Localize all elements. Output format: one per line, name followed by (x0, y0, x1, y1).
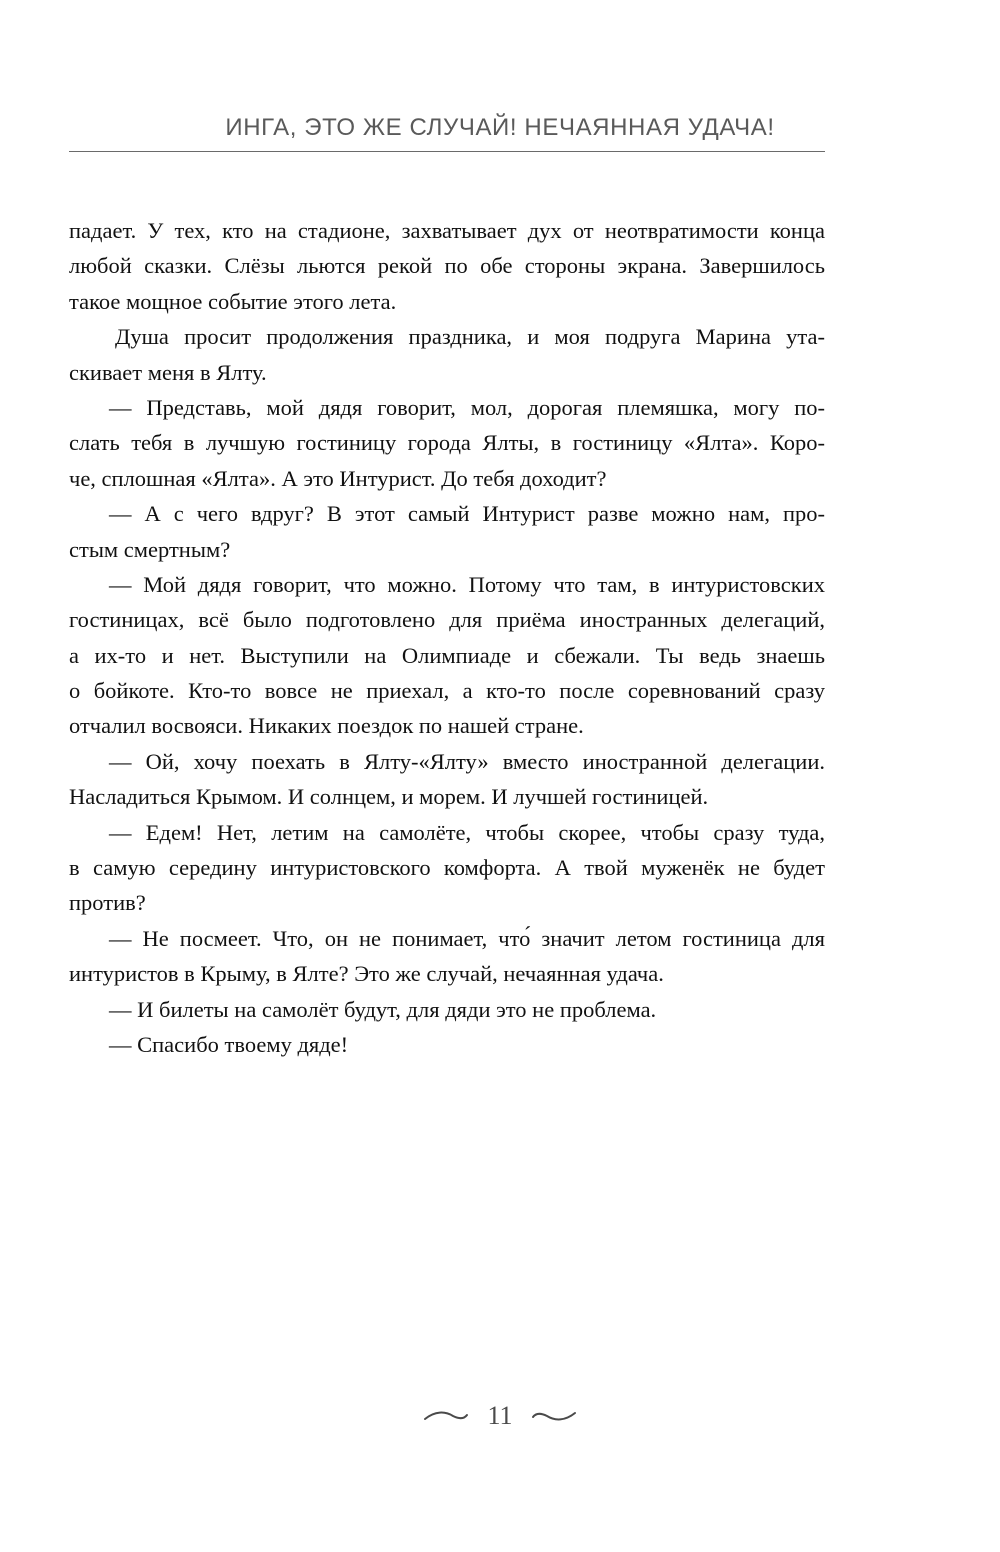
text-line: падает. У тех, кто на стадионе, захватывает дух от неотвратимости конца (69, 218, 825, 243)
text-line: — Едем! Нет, летим на самолёте, чтобы скорее, чтобы сразу туда, (109, 819, 825, 845)
text-line: гостиницах, всё было подготовлено для приёма иностранных делегаций, (69, 607, 825, 633)
text-line: че, сплошная «Ялта». А это Интурист. До тебя доходит? (69, 465, 607, 491)
text-line: — Мой дядя говорит, что можно. Потому что там, в интуристовских (109, 571, 825, 597)
text-line: в самую середину интуристовского комфорта. А твой муженёк не будет (69, 855, 825, 881)
text-line: такое мощное событие этого лета. (69, 288, 397, 314)
text-line: скивает меня в Ялту. (69, 359, 267, 385)
text-line: слать тебя в лучшую гостиницу города Ялты, в гостиницу «Ялта». Коро- (69, 430, 825, 456)
running-head: ИНГА, ЭТО ЖЕ СЛУЧАЙ! НЕЧАЯННАЯ УДАЧА! (225, 114, 775, 141)
text-line: Насладиться Крымом. И солнцем, и морем. И лучшей гостиницей. (69, 784, 709, 810)
swash-left-icon (423, 1409, 469, 1423)
text-line: — А с чего вдруг? В этот самый Интурист разве можно нам, про- (109, 501, 825, 527)
text-line: — Ой, хочу поехать в Ялту-«Ялту» вместо иностранной делегации. (109, 748, 825, 774)
text-line: стым смертным? (69, 536, 231, 562)
swash-right-icon (531, 1409, 577, 1423)
running-head-rule (69, 151, 825, 152)
text-line: — Не посмеет. Что, он не понимает, что́ значит летом гостиница для (109, 925, 825, 951)
body-text (69, 213, 825, 1062)
folio (0, 1396, 1000, 1436)
text-line: Душа просит продолжения праздника, и моя подруга Марина ута- (115, 324, 825, 350)
text-line: а их-то и нет. Выступили на Олимпиаде и сбежали. Ты ведь знаешь (69, 642, 825, 668)
text-line: — Представь, мой дядя говорит, мол, дорогая племяшка, могу по- (109, 394, 825, 420)
text-line: интуристов в Крыму, в Ялте? Это же случай, нечаянная удача. (69, 961, 664, 987)
text-line: — Спасибо твоему дяде! (109, 1031, 349, 1057)
text-line: о бойкоте. Кто-то вовсе не приехал, а кто-то после соревнований сразу (69, 678, 825, 704)
text-line: отчалил восвояси. Никаких поездок по нашей стране. (69, 713, 584, 739)
text-line: — И билеты на самолёт будут, для дяди это не проблема. (109, 996, 657, 1022)
text-line: любой сказки. Слёзы льются рекой по обе стороны экрана. Завершилось (69, 253, 825, 279)
text-line: против? (69, 890, 146, 916)
page-number: 11 (487, 1401, 513, 1430)
